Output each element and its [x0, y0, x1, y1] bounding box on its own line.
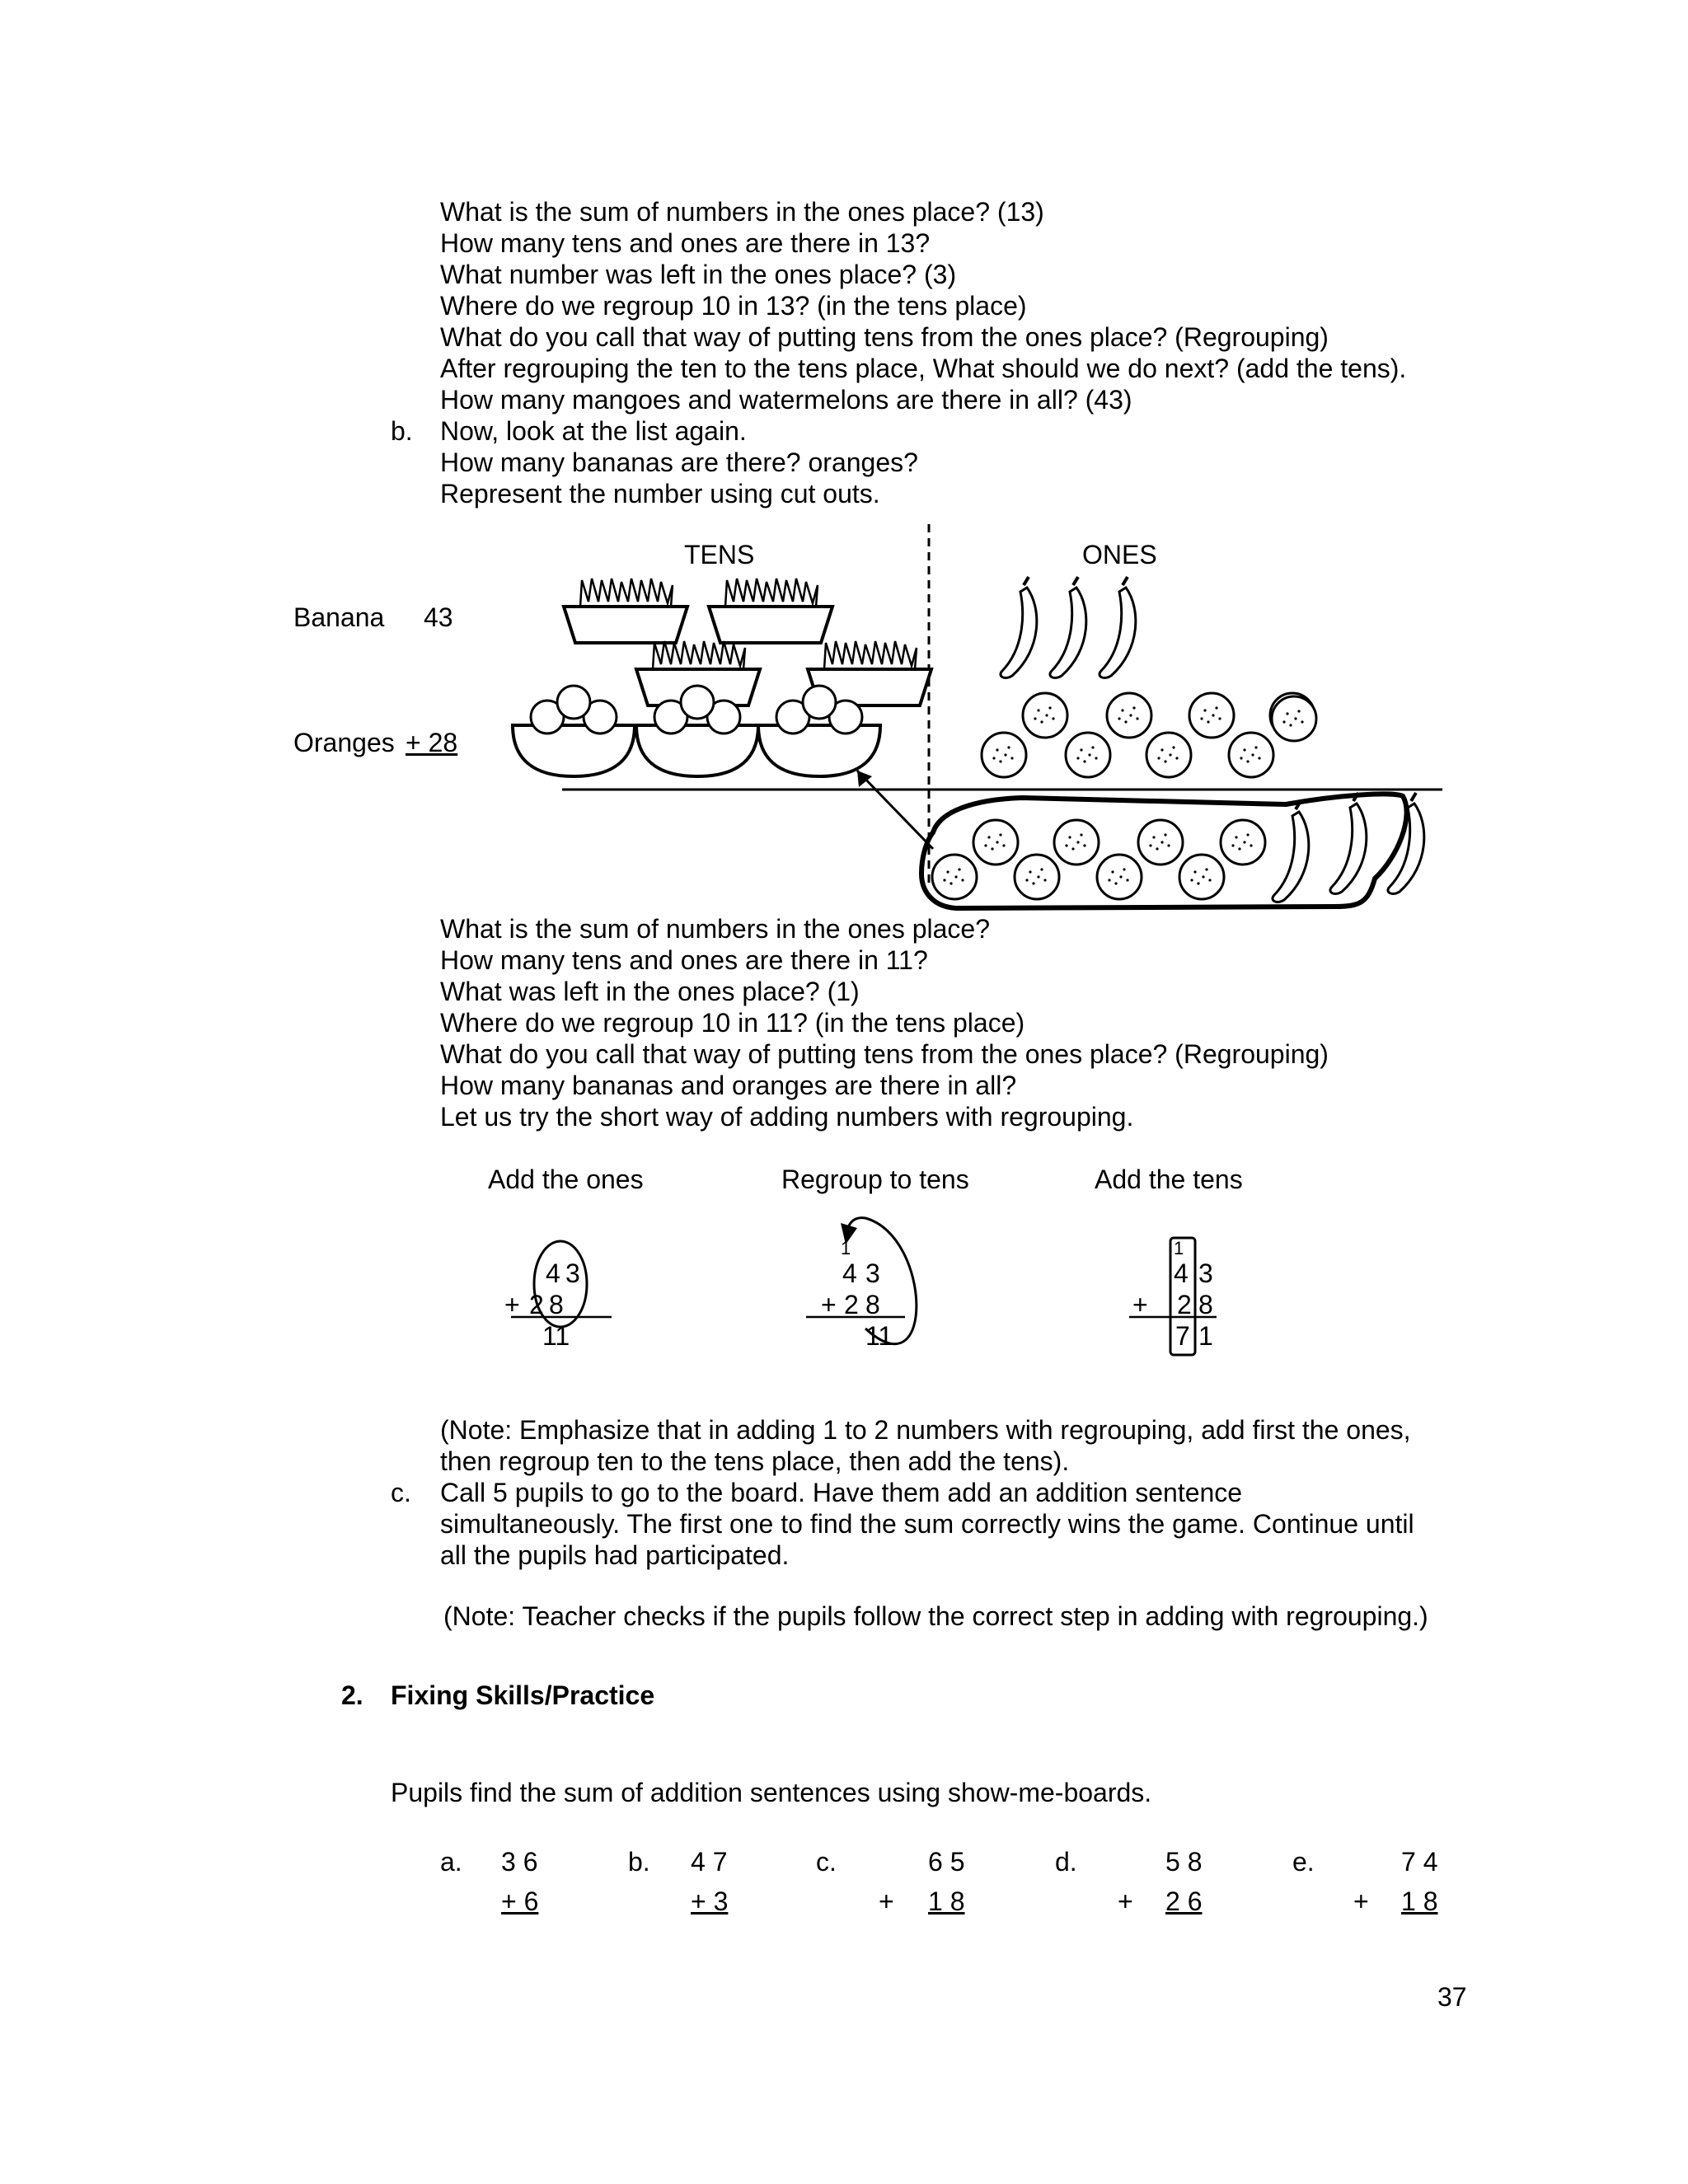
question-line: Where do we regroup 10 in 11? (in the tens place) — [440, 1008, 1025, 1038]
sum-tens: 7 — [1175, 1321, 1190, 1351]
carry-digit: 1 — [1174, 1238, 1184, 1258]
problem-plus: + — [1353, 1886, 1369, 1916]
section-title: Fixing Skills/Practice — [391, 1680, 655, 1710]
item-b-line: Represent the number using cut outs. — [440, 479, 880, 509]
question-line: What was left in the ones place? (1) — [440, 977, 860, 1006]
problem-top: 6 5 — [928, 1847, 965, 1877]
addend-bottom-tens: 2 — [1177, 1290, 1192, 1319]
step-add-tens-heading: Add the tens — [1095, 1165, 1243, 1194]
question-line: How many tens and ones are there in 11? — [440, 945, 928, 975]
problem-letter: c. — [816, 1847, 837, 1877]
note-1 — [440, 1414, 1411, 1477]
item-b-letter: b. — [391, 416, 413, 446]
addend-top-tens: 4 — [1174, 1258, 1189, 1288]
question-line: How many bananas and oranges are there in all? — [440, 1071, 1017, 1100]
question-line: Where do we regroup 10 in 13? (in the tens place) — [440, 291, 1027, 321]
problem-letter: b. — [628, 1847, 650, 1877]
addend-top-tens: 4 — [546, 1258, 560, 1288]
question-line: How many mangoes and watermelons are there in all? (43) — [440, 385, 1132, 415]
section-number: 2. — [341, 1680, 363, 1710]
banana-label: Banana — [293, 602, 385, 632]
problem-plus: + — [879, 1886, 894, 1916]
question-line: Let us try the short way of adding numbers with regrouping. — [440, 1102, 1134, 1132]
oranges-label: Oranges — [293, 728, 395, 757]
addend-bottom-ones: 8 — [549, 1290, 564, 1319]
item-c-letter: c. — [391, 1478, 411, 1507]
partial-sum: 11 — [542, 1321, 570, 1351]
page-number: 37 — [1437, 1982, 1467, 2012]
addend-top-ones: 3 — [865, 1258, 880, 1288]
plus-sign: + — [1132, 1290, 1148, 1319]
problem-top: 3 6 — [501, 1847, 538, 1877]
question-line: What do you call that way of putting tens from the ones place? (Regrouping) — [440, 322, 1329, 352]
problem-letter: a. — [440, 1847, 462, 1877]
practice-intro: Pupils find the sum of addition sentences using show-me-boards. — [391, 1778, 1152, 1807]
item-c-line: simultaneously. The first one to find the sum correctly wins the game. Continue until — [440, 1509, 1414, 1539]
plus-sign: + — [821, 1290, 837, 1319]
problem-top: 4 7 — [691, 1847, 728, 1877]
problem-plus: + — [1118, 1886, 1133, 1916]
step-regroup-heading: Regroup to tens — [781, 1165, 969, 1194]
note-2: (Note: Teacher checks if the pupils follow the correct step in adding with regrouping.) — [443, 1601, 1428, 1631]
problem-bottom: + 6 — [501, 1886, 539, 1916]
problem-letter: e. — [1292, 1847, 1315, 1877]
addend-bottom-tens: 2 — [529, 1290, 544, 1319]
problem-bottom: 1 8 — [928, 1886, 965, 1916]
problem-bottom: 1 8 — [1401, 1886, 1438, 1916]
banana-value: 43 — [424, 602, 453, 632]
question-line: How many tens and ones are there in 13? — [440, 228, 931, 258]
problem-top: 7 4 — [1401, 1847, 1438, 1877]
item-c-block — [440, 1477, 1414, 1571]
question-line: What number was left in the ones place? (3) — [440, 260, 957, 289]
carry-digit: 1 — [841, 1238, 851, 1258]
item-b-line: How many bananas are there? oranges? — [440, 448, 918, 477]
partial-sum: 11 — [865, 1321, 893, 1351]
item-c-line: all the pupils had participated. — [440, 1540, 790, 1570]
addend-bottom-ones: 8 — [1198, 1290, 1213, 1319]
question-block-2 — [440, 913, 1329, 1132]
addend-top-tens: 4 — [842, 1258, 857, 1288]
problem-top: 5 8 — [1165, 1847, 1203, 1877]
addend-bottom-tens: 2 — [844, 1290, 859, 1319]
addend-bottom-ones: 8 — [865, 1290, 880, 1319]
problem-bottom: 2 6 — [1165, 1886, 1203, 1916]
plus-sign: + — [504, 1290, 520, 1319]
question-line: After regrouping the ten to the tens place, What should we do next? (add the tens). — [440, 354, 1407, 383]
item-b-line: Now, look at the list again. — [440, 416, 747, 446]
note-line: then regroup ten to the tens place, then add the tens). — [440, 1446, 1070, 1476]
question-line: What do you call that way of putting tens from the ones place? (Regrouping) — [440, 1039, 1329, 1069]
item-c-line: Call 5 pupils to go to the board. Have them add an addition sentence — [440, 1478, 1243, 1507]
sum-ones: 1 — [1198, 1321, 1213, 1351]
note-line: (Note: Emphasize that in adding 1 to 2 numbers with regrouping, add first the ones, — [440, 1415, 1411, 1445]
oranges-value: + 28 — [406, 728, 458, 757]
problem-bottom: + 3 — [691, 1886, 729, 1916]
addend-top-ones: 3 — [565, 1258, 580, 1288]
addend-top-ones: 3 — [1198, 1258, 1213, 1288]
tens-header: TENS — [684, 540, 755, 569]
ones-header: ONES — [1082, 540, 1157, 569]
question-line: What is the sum of numbers in the ones place? (13) — [440, 197, 1044, 227]
step-add-ones-heading: Add the ones — [488, 1165, 644, 1194]
question-line: What is the sum of numbers in the ones place? — [440, 914, 991, 944]
problem-letter: d. — [1055, 1847, 1077, 1877]
